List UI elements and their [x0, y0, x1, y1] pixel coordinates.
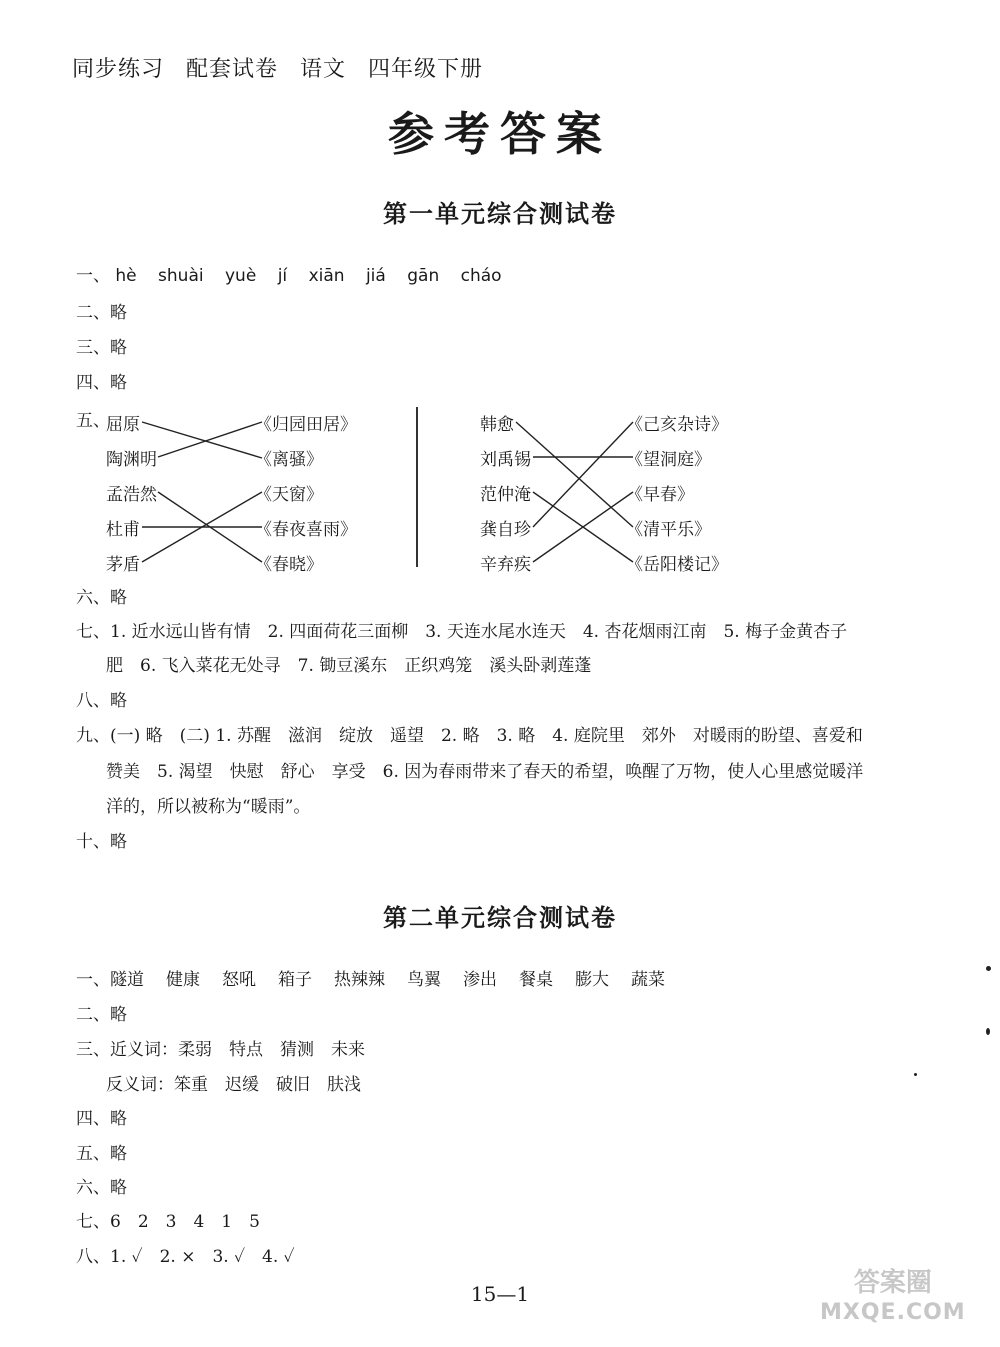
- pinyin-item: hè: [115, 266, 137, 286]
- right-work: 《岳阳楼记》: [626, 555, 728, 575]
- left-work: 《春夜喜雨》: [255, 520, 357, 540]
- match-line: [158, 422, 262, 457]
- unit1-q10: 十、略: [76, 832, 127, 852]
- unit2-q1-label: 一、: [76, 970, 110, 990]
- left-author: 杜甫: [106, 520, 140, 540]
- right-author: 辛弃疾: [480, 555, 531, 575]
- scan-speck: [914, 1073, 917, 1076]
- left-author: 屈原: [106, 415, 140, 435]
- unit2-q8: 八、1. ✓ 2. × 3. ✓ 4. ✓: [76, 1247, 295, 1267]
- match-line: [516, 422, 633, 527]
- left-work: 《天窗》: [255, 485, 323, 505]
- left-work: 《离骚》: [255, 450, 323, 470]
- unit2-q1: [76, 969, 687, 991]
- unit1-q6: 六、略: [76, 588, 127, 608]
- unit1-q7-line2: 肥 6. 飞入菜花无处寻 7. 锄豆溪东 正织鸡笼 溪头卧剥莲蓬: [106, 656, 592, 676]
- page-number: 15—1: [470, 1282, 530, 1306]
- unit1-q5-label: 五、: [76, 411, 110, 431]
- header-series: 同步练习: [72, 57, 165, 82]
- unit2-q2: 二、略: [76, 1005, 127, 1025]
- unit1-q2: 二、略: [76, 303, 127, 323]
- pinyin-item: xiān: [308, 266, 345, 286]
- word-item: 怒吼: [222, 970, 256, 990]
- unit1-q9-line2: 赞美 5. 渴望 快慰 舒心 享受 6. 因为春雨带来了春天的希望，唤醒了万物，使人心里感觉暖洋: [106, 762, 864, 782]
- unit2-q3-line1: 三、近义词：柔弱 特点 猜测 未来: [76, 1040, 365, 1060]
- unit1-q7-line1: 七、1. 近水远山皆有情 2. 四面荷花三面柳 3. 天连水尾水连天 4. 杏花烟雨江南 5. 梅子金黄杏子: [76, 622, 848, 642]
- watermark-domain: MXQE.COM: [820, 1300, 966, 1325]
- word-item: 箱子: [278, 970, 312, 990]
- right-author: 范仲淹: [480, 485, 531, 505]
- header-subject: 语文: [300, 57, 347, 82]
- unit2-title: 第二单元综合测试卷: [383, 904, 617, 932]
- left-work: 《归园田居》: [255, 415, 357, 435]
- main-title: 参考答案: [388, 107, 612, 161]
- pinyin-item: gān: [407, 266, 440, 286]
- left-author: 陶渊明: [106, 450, 157, 470]
- unit1-title: 第一单元综合测试卷: [383, 200, 617, 228]
- left-author: 孟浩然: [106, 485, 157, 505]
- unit2-q3-line2: 反义词：笨重 迟缓 破旧 肤浅: [106, 1075, 361, 1095]
- word-item: 蔬菜: [631, 970, 665, 990]
- unit2-q7: 七、6 2 3 4 1 5: [76, 1212, 260, 1232]
- right-work: 《早春》: [626, 485, 694, 505]
- left-author: 茅盾: [106, 555, 140, 575]
- unit2-q5: 五、略: [76, 1144, 127, 1164]
- header-grade: 四年级下册: [368, 57, 484, 82]
- unit1-q4: 四、略: [76, 373, 127, 393]
- unit1-q9-line1: 九、(一) 略 (二) 1. 苏醒 滋润 绽放 遥望 2. 略 3. 略 4. 庭院里 郊外 对暖雨的盼望、喜爱和: [76, 726, 863, 746]
- pinyin-item: cháo: [460, 266, 502, 286]
- right-author: 刘禹锡: [480, 450, 531, 470]
- word-item: 热辣辣: [334, 970, 385, 990]
- word-item: 隧道: [110, 970, 144, 990]
- word-item: 渗出: [463, 970, 497, 990]
- unit1-q8: 八、略: [76, 691, 127, 711]
- left-work: 《春晓》: [255, 555, 323, 575]
- pinyin-item: jí: [277, 266, 288, 286]
- watermark-logo: [820, 1268, 966, 1328]
- pinyin-item: shuài: [158, 266, 204, 286]
- scan-speck: [986, 966, 991, 971]
- word-item: 鸟翼: [407, 970, 441, 990]
- right-work: 《望洞庭》: [626, 450, 711, 470]
- word-item: 餐桌: [519, 970, 553, 990]
- match-line: [533, 422, 633, 527]
- right-work: 《清平乐》: [626, 520, 711, 540]
- unit1-q3: 三、略: [76, 338, 127, 358]
- header-paper: 配套试卷: [186, 57, 279, 82]
- scan-speck: [986, 1028, 990, 1035]
- unit1-q9-line3: 洋的，所以被称为“暖雨”。: [106, 797, 311, 817]
- watermark-text: 答案圈: [853, 1268, 932, 1298]
- pinyin-item: jiá: [365, 266, 386, 286]
- right-author: 龚自珍: [480, 520, 531, 540]
- right-author: 韩愈: [480, 415, 514, 435]
- word-item: 膨大: [575, 970, 609, 990]
- word-item: 健康: [166, 970, 200, 990]
- unit2-q6: 六、略: [76, 1178, 127, 1198]
- unit1-q1-label: 一、: [76, 266, 110, 286]
- right-work: 《己亥杂诗》: [626, 415, 728, 435]
- unit2-q4: 四、略: [76, 1109, 127, 1129]
- pinyin-item: yuè: [225, 266, 257, 286]
